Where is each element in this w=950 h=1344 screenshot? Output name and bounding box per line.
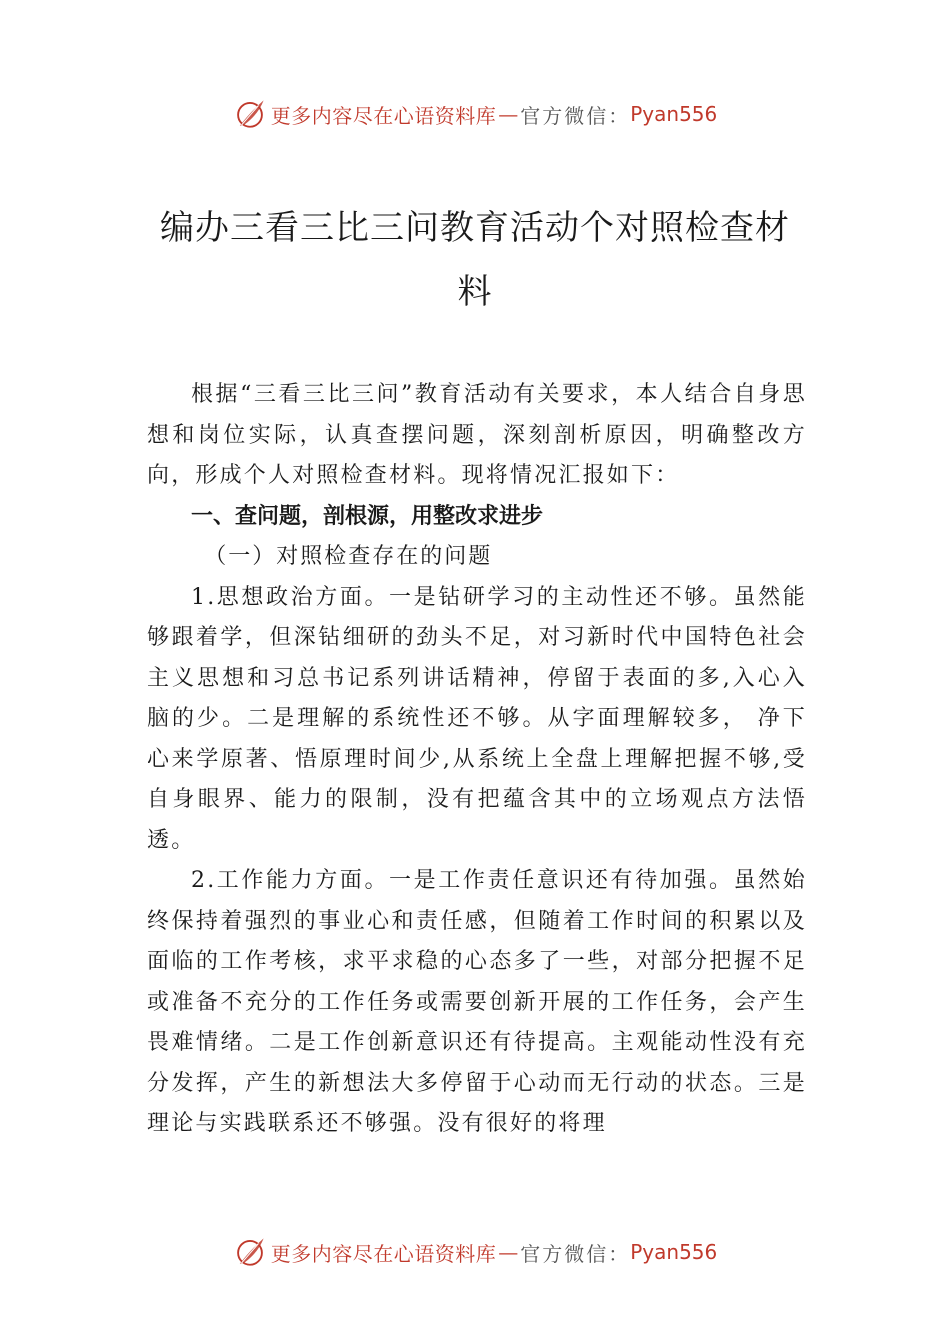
watermark-brand: 更多内容尽在心语资料库 <box>270 103 497 128</box>
section-heading: 一、查问题，剖根源，用整改求进步 <box>191 503 544 529</box>
intro-paragraph: 根据“三看三比三问”教育活动有关要求，本人结合自身思想和岗位实际，认真查摆问题，深刻剖析原因，明确整改方向，形成个人对照检查材料。现将情况汇报如下： <box>147 382 807 488</box>
watermark-label: 官方微信： <box>520 1241 631 1266</box>
item-ability-paragraph: 2.工作能力方面。一是工作责任意识还有待加强。虽然始终保持着强烈的事业心和责任感，但随着工作时间的积累以及面临的工作考核，求平求稳的心态多了一些，对部分把握不足或准备不充分的工作任务或需要创新开展的工作任务，会产生畏难情绪。二是工作创新意识还有待提高。主观能动性没有充分发挥，产生的新想法大多停留于心动而无行动的状态。三是理论与实践联系还不够强。没有很好的将理 <box>147 868 807 1136</box>
item-political-paragraph: 1.思想政治方面。一是钻研学习的主动性还不够。虽然能够跟着学，但深钻细研的劲头不足，对习新时代中国特色社会主义思想和习总书记系列讲话精神，停留于表面的多,入心入脑的少。二是理解的系统性还不够。从字面理解较多， 净下心来学原著、悟原理时间少,从系统上全盘上理解把握不够,受自身眼界、能力的限制，没有把蕴含其中的立场观点方法悟透。 <box>147 584 807 853</box>
watermark-label: 官方微信： <box>520 103 631 128</box>
watermark-dash: — <box>498 1240 519 1264</box>
subsection-heading: （一）对照检查存在的问题 <box>204 544 493 569</box>
watermark-header <box>0 94 950 134</box>
document-body <box>147 375 807 1145</box>
watermark-brand: 更多内容尽在心语资料库 <box>270 1241 497 1266</box>
document-title: 编办三看三比三问教育活动个对照检查材料 <box>160 208 790 312</box>
watermark-footer <box>0 1232 950 1272</box>
watermark-dash: — <box>498 102 519 126</box>
quill-logo-icon <box>233 1235 267 1269</box>
watermark-wechat-id: Pyan556 <box>630 102 718 126</box>
quill-logo-icon <box>233 97 267 131</box>
watermark-wechat-id: Pyan556 <box>630 1240 718 1264</box>
